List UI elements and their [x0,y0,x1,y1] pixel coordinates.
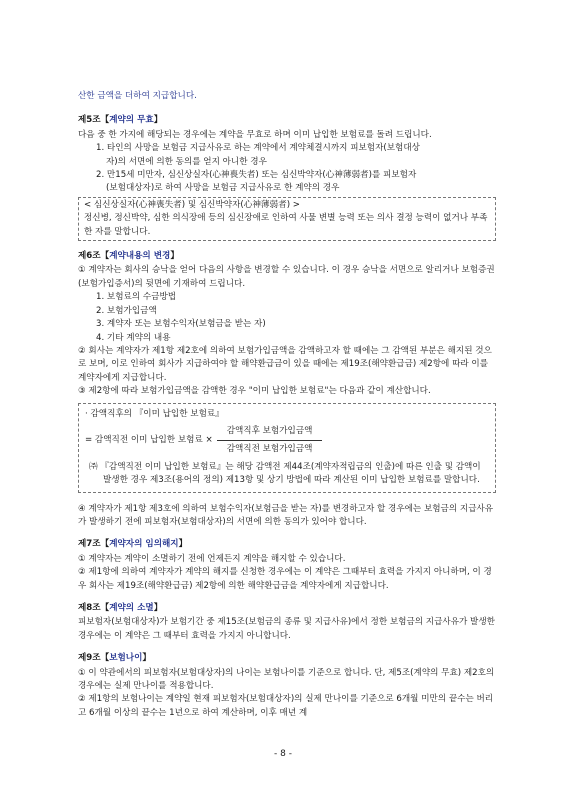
article-6-para-2: ② 회사는 계약자가 제1항 제2호에 의하여 보험가입금액을 감액하고자 할 때에는 그 감액된 부분은 해지된 것으로 보며, 이로 인하여 회사가 지급하여야 할 해약환급금이 있을 때에는 제19조(해약환급금) 제2항에 따라 이를 계약자에게 지급합니다. [78,345,492,383]
formula-fraction [217,425,323,457]
formula [85,425,489,457]
formula-denominator: 감액직전 보험가입금액 [226,444,313,455]
article-8-heading: 제8조【계약의 소멸】 [78,603,163,613]
article-7-para-2: ② 제1항에 의하여 계약자가 계약의 해지를 신청한 경우에는 이 계약은 그때부터 효력을 가지지 아니하며, 이 경우 회사는 제19조(해약환급금) 제2항에 의한 해약환급금을 계약자에게 지급합니다. [78,567,492,591]
article-9 [78,652,496,720]
formula-box [78,403,496,493]
article-8-title: 계약의 소멸 [109,603,154,613]
article-6-item-2: 2. 보험가입금액 [96,305,157,316]
article-9-para-1: ① 이 약관에서의 피보험자(보험대상자)의 나이는 보험나이를 기준으로 합니다. 단, 제5조(계약의 무효) 제2호의 경우에는 실제 만나이를 적용합니다. [78,667,495,692]
definition-box [78,197,496,241]
article-7-title: 계약자의 임의해지 [109,539,179,550]
article-6-item-3: 3. 계약자 또는 보험수익자(보험금을 받는 자) [96,319,266,330]
article-7-number: 제7조 [78,539,101,550]
article-6-para-1: ① 계약자는 회사의 승낙을 얻어 다음의 사항을 변경할 수 있습니다. 이 경우 승낙을 서면으로 알리거나 보험증권(보험가입증서)의 뒷면에 기재하여 드립니다. [78,265,495,289]
article-5-item-2-line-1: 2. 만15세 미만자, 심신상실자(心神喪失者) 또는 심신박약자(心神薄弱者)를 피보험자 [96,170,417,181]
article-5-body: 다음 중 한 가지에 해당되는 경우에는 계약을 무효로 하며 이미 납입한 보험료를 돌려 드립니다. [78,129,432,140]
document-page [78,90,496,720]
article-9-title: 보험나이 [109,653,143,664]
page-number: - 8 - [274,749,292,759]
article-6 [78,250,496,529]
article-9-heading: 제9조【보험나이】 [78,653,152,664]
article-9-number: 제9조 [78,653,101,664]
formula-note: ㈜ 『감액직전 이미 납입한 보험료』는 해당 감액전 제44조(계약자적립금의 인출)에 따른 인출 및 감액이 발생한 경우 제3조(용어의 정의) 제13항 및 상기 방법에 따라 계산된 이미 납입한 보험료를 말합니다. [89,461,481,486]
formula-left: = 감액직전 이미 납입한 보험료 × [85,435,213,446]
article-5-title: 계약의 무효 [109,115,154,126]
formula-numerator: 감액직후 보험가입금액 [217,425,323,441]
article-5-heading: 제5조【계약의 무효】 [78,115,163,126]
article-6-item-1: 1. 보험료의 수금방법 [96,292,177,303]
formula-label: · 감액직후의 『이미 납입한 보험료』 [85,408,224,419]
article-5-item-2-line-2: (보험대상자)로 하여 사망을 보험금 지급사유로 한 계약의 경우 [106,183,340,194]
article-6-para-4: ④ 계약자가 제1항 제3호에 의하여 보험수익자(보험금을 받는 자)를 변경하고자 할 경우에는 보험금의 지급사유가 발생하기 전에 피보험자(보험대상자)의 서면에 의한 동의가 있어야 합니다. [78,503,494,527]
definition-box-text: 정신병, 정신박약, 심한 의식장애 등의 심신장애로 인하여 사물 변별 능력 또는 의사 결정 능력이 없거나 부족한 자를 말합니다. [84,213,488,237]
article-7-heading: 제7조【계약자의 임의해지】 [78,539,188,550]
article-8-para-1: 피보험자(보험대상자)가 보험기간 중 제15조(보험금의 종류 및 지급사유)에서 정한 보험금의 지급사유가 발생한 경우에는 이 계약은 그 때부터 효력을 가지지 아니합니다. [78,617,495,641]
definition-box-title: < 심신상실자(心神喪失者) 및 심신박약자(心神薄弱者) > [84,199,300,210]
article-8 [78,602,496,643]
article-6-heading: 제6조【계약내용의 변경】 [78,251,179,262]
article-6-number: 제6조 [78,251,101,262]
article-5-item-1-line-1: 1. 타인의 사망을 보험금 지급사유로 하는 계약에서 계약체결시까지 피보험자(보험대상 [96,143,420,154]
article-9-para-2: ② 제1항의 보험나이는 계약일 현재 피보험자(보험대상자)의 실제 만나이를 기준으로 6개월 미만의 끝수는 버리고 6개월 이상의 끝수는 1년으로 하여 계산하며, 이후 매년 계 [78,694,494,718]
intro-text: 산한 금액을 더하여 지급합니다. [78,91,197,101]
article-7 [78,538,496,593]
article-6-para-3: ③ 제2항에 따라 보험가입금액을 감액한 경우 "이미 납입한 보험료"는 다음과 같이 계산합니다. [78,386,431,397]
article-6-item-4: 4. 기타 계약의 내용 [96,332,171,343]
article-5 [78,114,496,241]
article-7-para-1: ① 계약자는 계약이 소멸하기 전에 언제든지 계약을 해지할 수 있습니다. [78,553,346,564]
article-5-number: 제5조 [78,115,101,126]
article-5-item-1-line-2: 자)의 서면에 의한 동의를 얻지 아니한 경우 [106,156,267,167]
article-8-number: 제8조 [78,603,101,613]
article-6-title: 계약내용의 변경 [109,251,171,262]
